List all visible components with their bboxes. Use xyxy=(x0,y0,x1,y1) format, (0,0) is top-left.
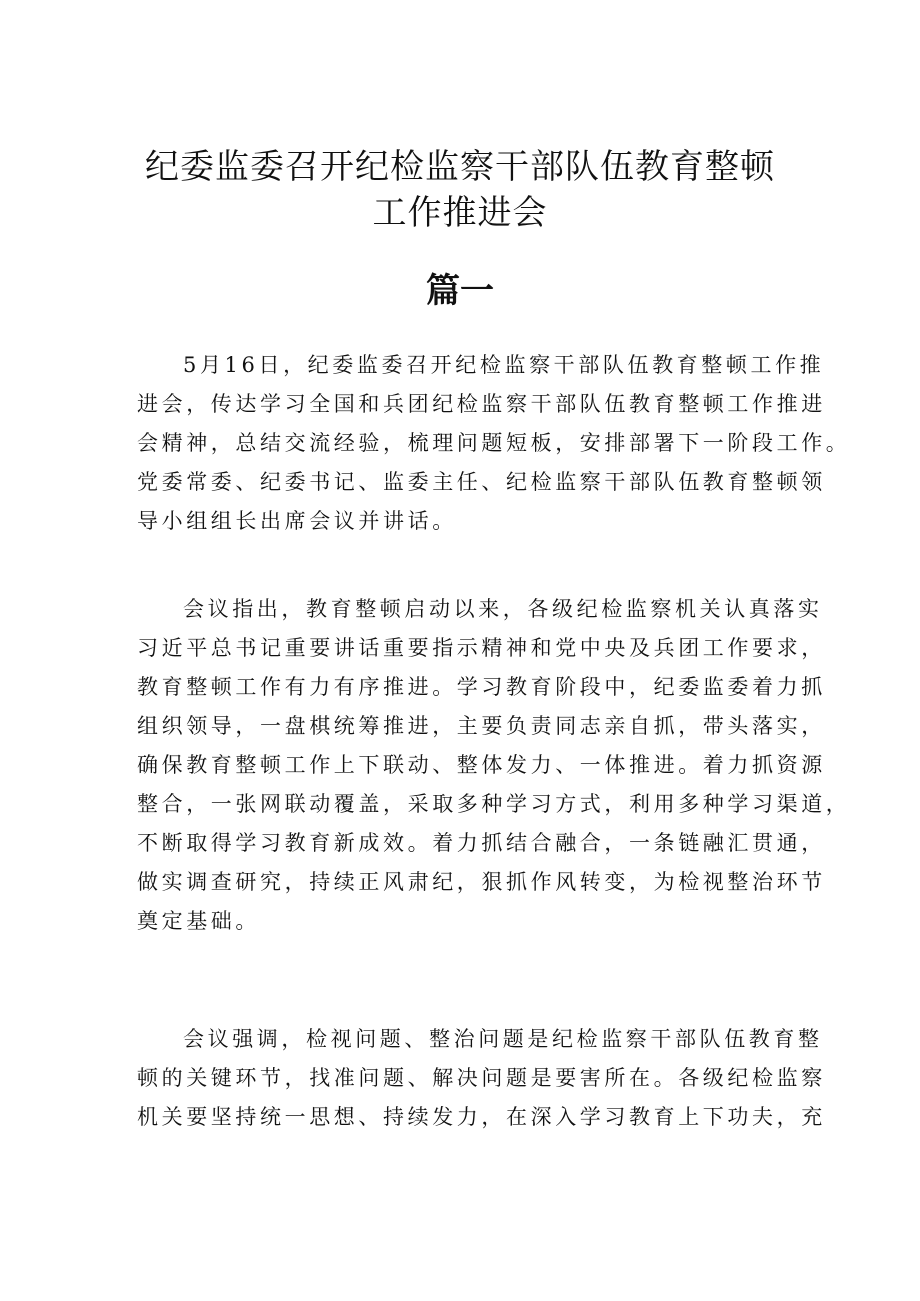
paragraph-line: 党委常委、纪委书记、监委主任、纪检监察干部队伍教育整顿领 xyxy=(137,470,826,494)
paragraph-line: 会议指出，教育整顿启动以来，各级纪检监察机关认真落实 xyxy=(183,597,823,621)
paragraph-line: 会精神，总结交流经验，梳理问题短板，安排部署下一阶段工作。 xyxy=(137,431,851,455)
paragraph-line: 机关要坚持统一思想、持续发力，在深入学习教育上下功夫，充 xyxy=(137,1105,826,1129)
paragraph-2 xyxy=(137,590,851,941)
paragraph-line: 习近平总书记重要讲话重要指示精神和党中央及兵团工作要求， xyxy=(137,636,826,660)
paragraph-line: 做实调查研究，持续正风肃纪，狠抓作风转变，为检视整治环节 xyxy=(137,870,826,894)
document-title-line-1: 纪委监委召开纪检监察干部队伍教育整顿 xyxy=(145,147,775,187)
paragraph-1 xyxy=(137,346,851,541)
paragraph-line: 教育整顿工作有力有序推进。学习教育阶段中，纪委监委着力抓 xyxy=(137,675,826,699)
paragraph-line: 进会，传达学习全国和兵团纪检监察干部队伍教育整顿工作推进 xyxy=(137,392,826,416)
paragraph-line: 整合，一张网联动覆盖，采取多种学习方式，利用多种学习渠道， xyxy=(137,792,851,816)
paragraph-line: 确保教育整顿工作上下联动、整体发力、一体推进。着力抓资源 xyxy=(137,753,826,777)
paragraph-line: 奠定基础。 xyxy=(137,909,260,933)
paragraph-line: 不断取得学习教育新成效。着力抓结合融合，一条链融汇贯通， xyxy=(137,831,826,855)
section-heading: 篇一 xyxy=(426,271,494,311)
paragraph-line: 5月16日，纪委监委召开纪检监察干部队伍教育整顿工作推 xyxy=(183,353,825,377)
paragraph-line: 会议强调，检视问题、整治问题是纪检监察干部队伍教育整 xyxy=(183,1027,823,1051)
paragraph-line: 顿的关键环节，找准问题、解决问题是要害所在。各级纪检监察 xyxy=(137,1066,826,1090)
paragraph-line: 导小组组长出席会议并讲话。 xyxy=(137,509,457,533)
paragraph-line: 组织领导，一盘棋统筹推进，主要负责同志亲自抓，带头落实， xyxy=(137,714,826,738)
document-title-line-2: 工作推进会 xyxy=(372,193,548,233)
paragraph-3 xyxy=(137,1020,826,1137)
